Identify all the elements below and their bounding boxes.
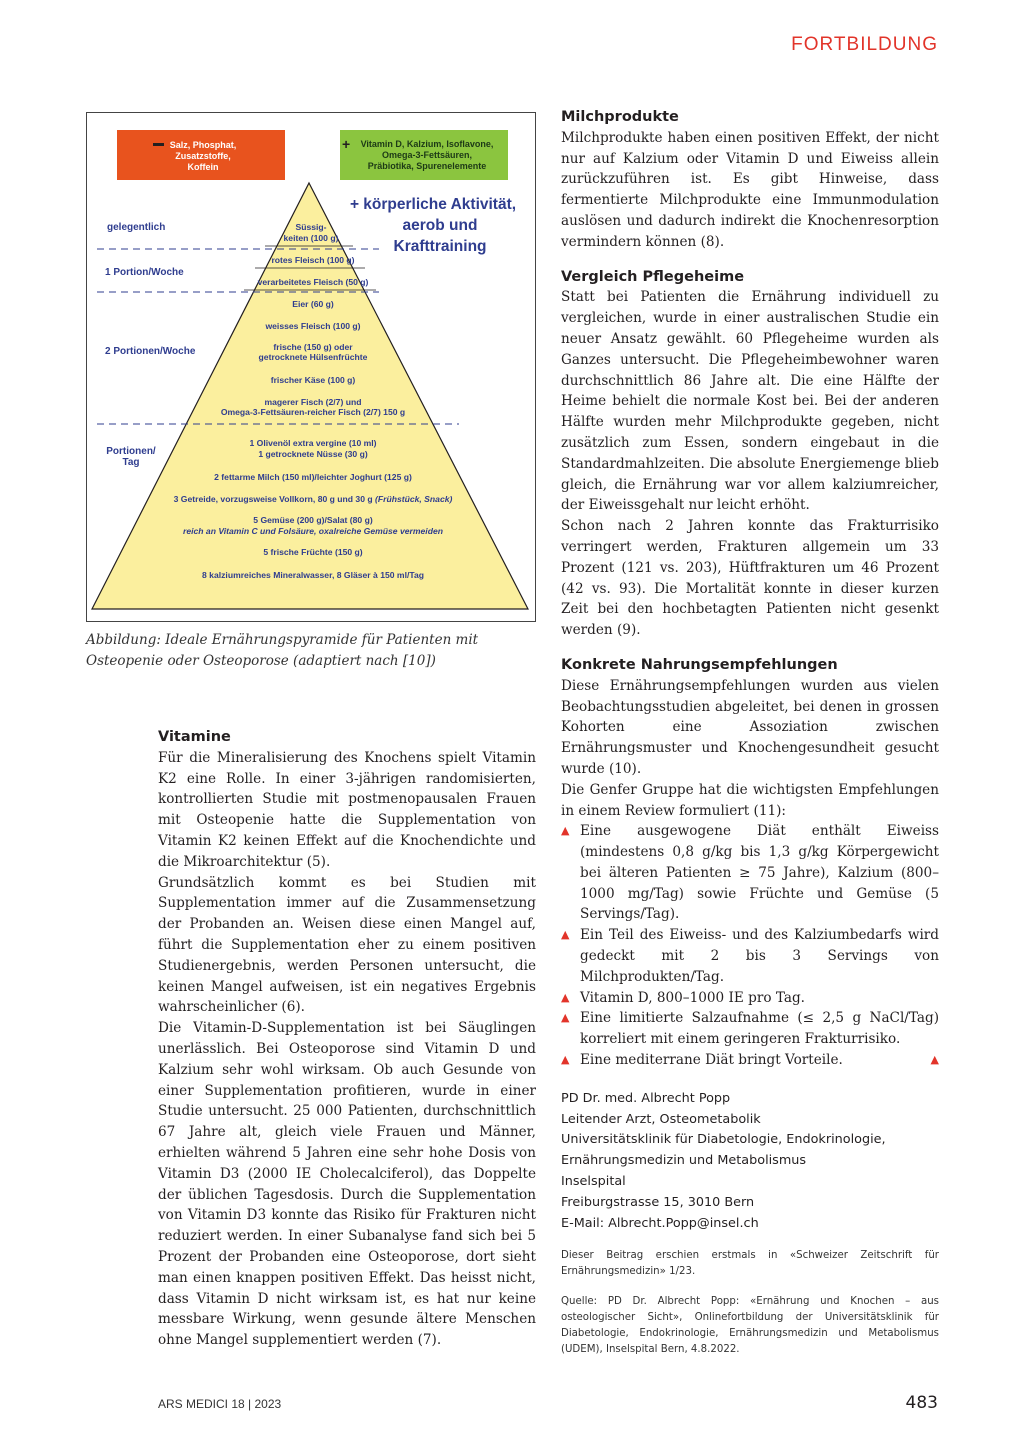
- minus-icon: [153, 143, 164, 146]
- plus-line: Vitamin D, Kalzium, Isoflavone,: [360, 139, 494, 149]
- level-text: rotes Fleisch (100 g): [271, 255, 355, 265]
- level-text-italic: (Frühstück, Snack): [375, 494, 453, 504]
- level-text: reich an Vitamin C und Folsäure, oxalreiche Gemüse vermeiden: [183, 526, 443, 536]
- pyramid-figure: [86, 112, 536, 622]
- end-triangle-icon: ▲ ▲: [930, 1053, 939, 1067]
- freq-label: gelegentlich: [107, 222, 166, 233]
- level-text: frische (150 g) oder: [273, 342, 353, 352]
- level-text: magerer Fisch (2/7) und: [264, 397, 362, 407]
- vitamine-heading: Vitamine: [158, 729, 231, 745]
- right-column: [561, 107, 939, 1358]
- level-text: Omega-3-Fettsäuren-reicher Fisch (2/7) 150 g: [220, 407, 406, 417]
- milch-heading: Milchprodukte: [561, 109, 679, 125]
- plus-line: Omega-3-Fettsäuren,: [381, 150, 473, 160]
- pflege-heading: Vergleich Pflegeheime: [561, 268, 745, 285]
- author-block: [561, 1089, 939, 1235]
- list-item: ▲ Eine ausgewogene Diät enthält Eiweiss (mindestens 0,8 g/kg bis 1,3 g/kg Körpergewicht bei älteren Patienten ≥ 75 Jahre), Kalzium (800–1000 mg/Tag) sowie Früchte und Gemüse (5 Servings/Tag).: [561, 821, 939, 925]
- author-name: PD Dr. med. Albrecht Popp: [561, 1090, 731, 1106]
- freq-label: Tag: [122, 457, 140, 468]
- author-email[interactable]: E-Mail: Albrecht.Popp@insel.ch: [561, 1215, 759, 1231]
- level-text: getrocknete Hülsenfrüchte: [258, 352, 368, 362]
- list-item: [561, 1050, 939, 1071]
- activity-line: Krafttraining: [393, 238, 487, 255]
- source-note: Quelle: PD Dr. Albrecht Popp: «Ernährung und Knochen – aus osteologischer Sicht», Onlinefortbildung der Universitätsklinik für Diabetologie, Endokrinologie, Ernährungsmedizin und Metabolismus (UDEM), Inselspital Bern, 4.8.2022.: [561, 1296, 939, 1356]
- author-line: Inselspital: [561, 1174, 626, 1190]
- pflege-section: [561, 267, 939, 641]
- level-text: [174, 494, 453, 504]
- pflege-paragraph: Schon nach 2 Jahren konnte das Frakturrisiko verringert werden, Frakturen allgemein um 33 Prozent (121 vs. 203), Hüftfrakturen um 46 Prozent (42 vs. 93). Die Mortalität konnte in dieser kurzen Zeit bei den hochbetagten Patienten nicht gesenkt werden (9).: [561, 518, 939, 639]
- vitamine-paragraph: Grundsätzlich kommt es bei Studien mit Supplementation immer auf die Zusammensetzung der Probanden an. Weisen diese einen Mangel auf, führt die Supplementation eher zu einem positiven Studienergebnis, werden Personen untersucht, die keinen Mangel aufweisen, ist ein negatives Ergebnis wahrscheinlicher (6).: [158, 874, 536, 1016]
- list-item: ▲ Vitamin D, 800–1000 IE pro Tag.: [561, 988, 939, 1009]
- left-column: [158, 727, 536, 1351]
- level-text: keiten (100 g): [283, 233, 339, 243]
- vitamine-paragraph: Für die Mineralisierung des Knochens spielt Vitamin K2 eine Rolle. In einer 3-jährigen randomisierten, kontrollierten Studie mit postmenopausalen Frauen mit Osteopenie hatte die Supplementation von Vitamin K2 keinen Effekt auf die Knochendichte und die Mikroarchitektur (5).: [158, 749, 536, 870]
- konkret-heading: Konkrete Nahrungsempfehlungen: [561, 656, 838, 673]
- level-text: verarbeitetes Fleisch (50 g): [257, 277, 369, 287]
- vitamine-paragraph: Die Vitamin-D-Supplementation ist bei Säuglingen unerlässlich. Bei Osteoporose sind Vitamin D und Kalzium sehr wohl wirksam. Ob auch Gesunde von einer Supplementation profitieren, wurde in einer Studie untersucht. 25 000 Patienten, durchschnittlich 67 Jahre alt, gleich viele Frauen und Männer, erhielten während 5 Jahren eine sehr hohe Dosis von Vitamin D3 (2000 IE Cholecalciferol), das Doppelte der üblichen Tagesdosis. Durch die Supplementation von Vitamin D3 konnte das Risiko für Frakturen nicht reduziert werden. In einer Subanalyse fand sich bei 5 Prozent der Probanden eine Osteoporose, dort sieht man einen knappen positiven Effekt. Das heisst nicht, dass Vitamin D nicht wirksam ist, es hat nur keine messbare Wirkung, wenn gesunde ältere Menschen ohne Mangel supplementiert werden (7).: [158, 1020, 536, 1349]
- level-text: frischer Käse (100 g): [270, 375, 356, 385]
- author-line: Freiburgstrasse 15, 3010 Bern: [561, 1194, 755, 1210]
- activity-line: aerob und: [402, 217, 478, 234]
- level-text: 1 getrocknete Nüsse (30 g): [258, 449, 368, 459]
- milch-paragraph: Milchprodukte haben einen positiven Effekt, der nicht nur auf Kalzium oder Vitamin D und Eiweiss allein zurückzuführen ist. Es gibt Hinweise, dass fermentierte Milchprodukte eine Immunmodulation auslösen und dadurch indirekt die Knochenresorption vermindern können (8).: [561, 129, 939, 250]
- list-item-text: Eine mediterrane Diät bringt Vorteile.: [580, 1052, 843, 1069]
- author-line: Universitätsklinik für Diabetologie, Endokrinologie,: [561, 1132, 886, 1148]
- activity-line: + körperliche Aktivität,: [349, 196, 517, 213]
- freq-label: 2 Portionen/Woche: [105, 346, 196, 357]
- konkret-paragraph: Die Genfer Gruppe hat die wichtigsten Empfehlungen in einem Review formuliert (11):: [561, 781, 939, 819]
- page-number: 483: [905, 1393, 938, 1413]
- list-item: ▲ Eine limitierte Salzaufnahme (≤ 2,5 g NaCl/Tag) korreliert mit einem geringeren Frakturrisiko.: [561, 1008, 939, 1050]
- level-text: 5 frische Früchte (150 g): [263, 547, 363, 557]
- author-line: Leitender Arzt, Osteometabolik: [561, 1111, 761, 1127]
- plus-icon: +: [342, 136, 351, 152]
- list-item: ▲ Ein Teil des Eiweiss- und des Kalziumbedarfs wird gedeckt mit 2 bis 3 Servings von Milchprodukten/Tag.: [561, 925, 939, 987]
- level-text-part: 3 Getreide, vorzugsweise Vollkorn, 80 g und 30 g: [173, 494, 375, 504]
- freq-label: 1 Portion/Woche: [105, 267, 184, 278]
- minus-line: Koffein: [187, 162, 219, 172]
- level-text: weisses Fleisch (100 g): [265, 321, 361, 331]
- minus-line: Zusatzstoffe,: [175, 151, 231, 161]
- level-text: Eier (60 g): [292, 299, 334, 309]
- first-published-note: Dieser Beitrag erschien erstmals in «Schweizer Zeitschrift für Ernährungsmedizin» 1/23.: [561, 1250, 939, 1278]
- level-text: 1 Olivenöl extra vergine (10 ml): [249, 438, 377, 448]
- recommendation-list: [561, 821, 939, 1071]
- figure-caption: Abbildung: Ideale Ernährungspyramide für Patienten mit Osteopenie oder Osteoporose (adaptiert nach [10]): [86, 632, 479, 669]
- section-header: FORTBILDUNG: [791, 34, 938, 55]
- milch-section: [561, 107, 939, 253]
- freq-label: Portionen/: [106, 446, 156, 457]
- konkret-section: [561, 655, 939, 1071]
- journal-footer: ARS MEDICI 18 | 2023: [158, 1397, 282, 1411]
- konkret-paragraph: Diese Ernährungsempfehlungen wurden aus vielen Beobachtungsstudien abgeleitet, bei denen in grossen Kohorten eine Assoziation zwischen Ernährungsmuster und Knochengesundheit gesucht wurde (10).: [561, 677, 939, 777]
- minus-line: Salz, Phosphat,: [169, 140, 237, 150]
- plus-line: Präbiotika, Spurenelemente: [367, 161, 487, 171]
- level-text: Süssig-: [295, 222, 327, 232]
- level-text: 8 kalziumreiches Mineralwasser, 8 Gläser à 150 ml/Tag: [202, 570, 424, 580]
- level-text: 2 fettarme Milch (150 ml)/leichter Joghurt (125 g): [214, 472, 412, 482]
- pflege-paragraph: Statt bei Patienten die Ernährung individuell zu vergleichen, wurde in einer australischen Studie ein neuer Ansatz gewählt. 60 Pflegeheime wurden als Ganzes untersucht. Die Pflegeheimbewohner waren durchschnittlich 86 Jahre alt. Die eine Hälfte der Heime behielt die normale Kost bei. Bei der anderen Hälfte wurden mehr Milchprodukte gegeben, nicht zusätzlich zum Essen, sondern eingebaut in die Standardmahlzeiten. Die absolute Energiemenge blieb gleich, die Ernährung war vor allem kalziumreicher, der Eiweissgehalt nur leicht erhöht.: [561, 289, 939, 514]
- level-text: 5 Gemüse (200 g)/Salat (80 g): [253, 515, 373, 525]
- pyramid-svg: [87, 113, 535, 621]
- author-line: Ernährungsmedizin und Metabolismus: [561, 1153, 807, 1169]
